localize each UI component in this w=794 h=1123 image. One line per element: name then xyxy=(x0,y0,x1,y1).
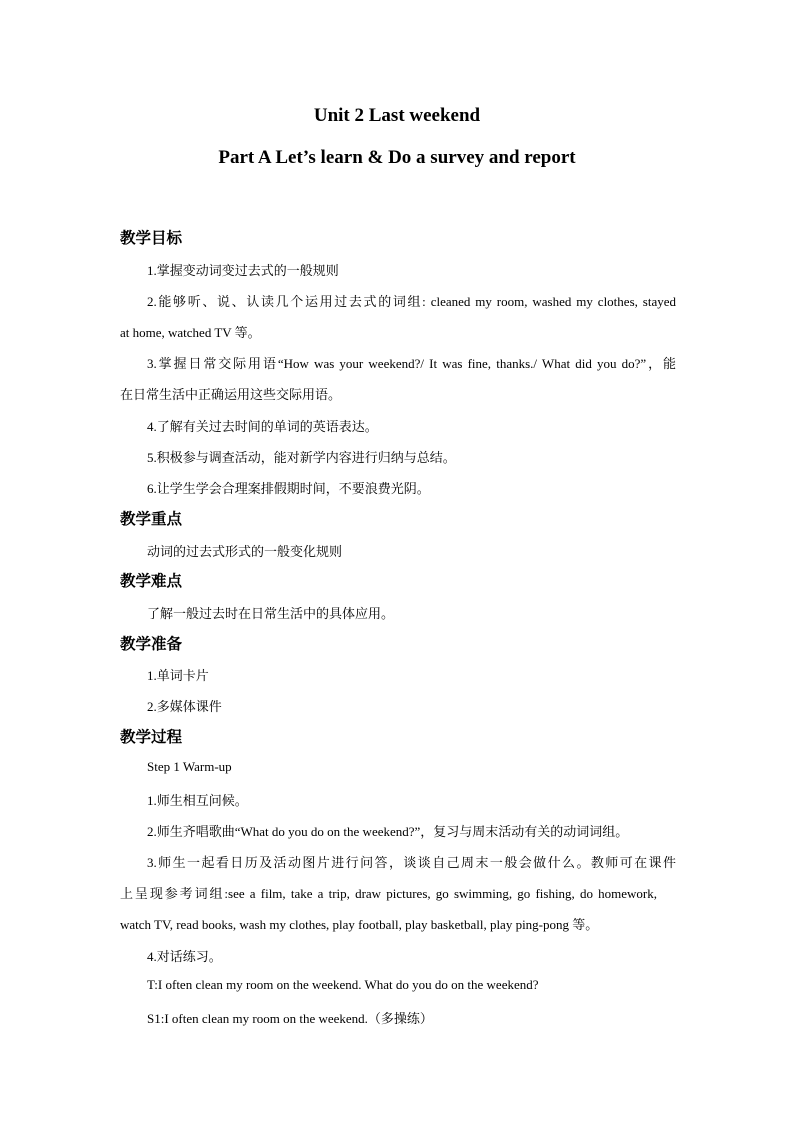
process-heading: 教学过程 xyxy=(120,728,183,746)
process-item-continued: 上呈现参考词组:see a film, take a trip, draw pictures, go swimming, go fishing, do homework, xyxy=(120,886,657,901)
objective-item: 5.积极参与调查活动，能对新学内容进行归纳与总结。 xyxy=(147,450,456,465)
objective-item-continued: at home, watched TV 等。 xyxy=(120,325,261,340)
document-title: Unit 2 Last weekend xyxy=(313,105,481,126)
document-subtitle: Part A Let’s learn & Do a survey and report xyxy=(218,147,576,168)
difficulty-item: 了解一般过去时在日常生活中的具体应用。 xyxy=(147,606,395,621)
process-item: 1.师生相互问候。 xyxy=(147,793,248,808)
preparation-heading: 教学准备 xyxy=(120,635,183,653)
objective-item: 6.让学生学会合理案排假期时间，不要浪费光阴。 xyxy=(147,481,430,496)
objective-item: 3.掌握日常交际用语“How was your weekend?/ It was fine, thanks./ What did you do?”，能 xyxy=(147,356,676,371)
process-item: 4.对话练习。 xyxy=(147,949,222,964)
process-item: 2.师生齐唱歌曲“What do you do on the weekend?”，复习与周末活动有关的动词词组。 xyxy=(147,824,629,839)
key-point-item: 动词的过去式形式的一般变化规则 xyxy=(147,544,343,559)
objectives-heading: 教学目标 xyxy=(120,229,183,247)
key-points-heading: 教学重点 xyxy=(120,510,183,528)
process-item-continued: watch TV, read books, wash my clothes, play football, play basketball, play ping-pong 等。 xyxy=(120,917,599,932)
objective-item-continued: 在日常生活中正确运用这些交际用语。 xyxy=(120,387,342,402)
preparation-item: 2.多媒体课件 xyxy=(147,699,222,714)
objective-item: 1.掌握变动词变过去式的一般规则 xyxy=(147,263,339,278)
dialogue-line: T:I often clean my room on the weekend. What do you do on the weekend? xyxy=(147,977,539,992)
process-item: 3.师生一起看日历及活动图片进行问答，谈谈自己周末一般会做什么。教师可在课件 xyxy=(147,855,676,870)
objective-item: 4.了解有关过去时间的单词的英语表达。 xyxy=(147,419,378,434)
preparation-item: 1.单词卡片 xyxy=(147,668,209,683)
process-step-title: Step 1 Warm-up xyxy=(147,759,232,774)
objective-item: 2.能够听、说、认读几个运用过去式的词组: cleaned my room, washed my clothes, stayed xyxy=(147,294,676,309)
difficulties-heading: 教学难点 xyxy=(120,572,183,590)
dialogue-line: S1:I often clean my room on the weekend.（多操练） xyxy=(147,1011,433,1026)
